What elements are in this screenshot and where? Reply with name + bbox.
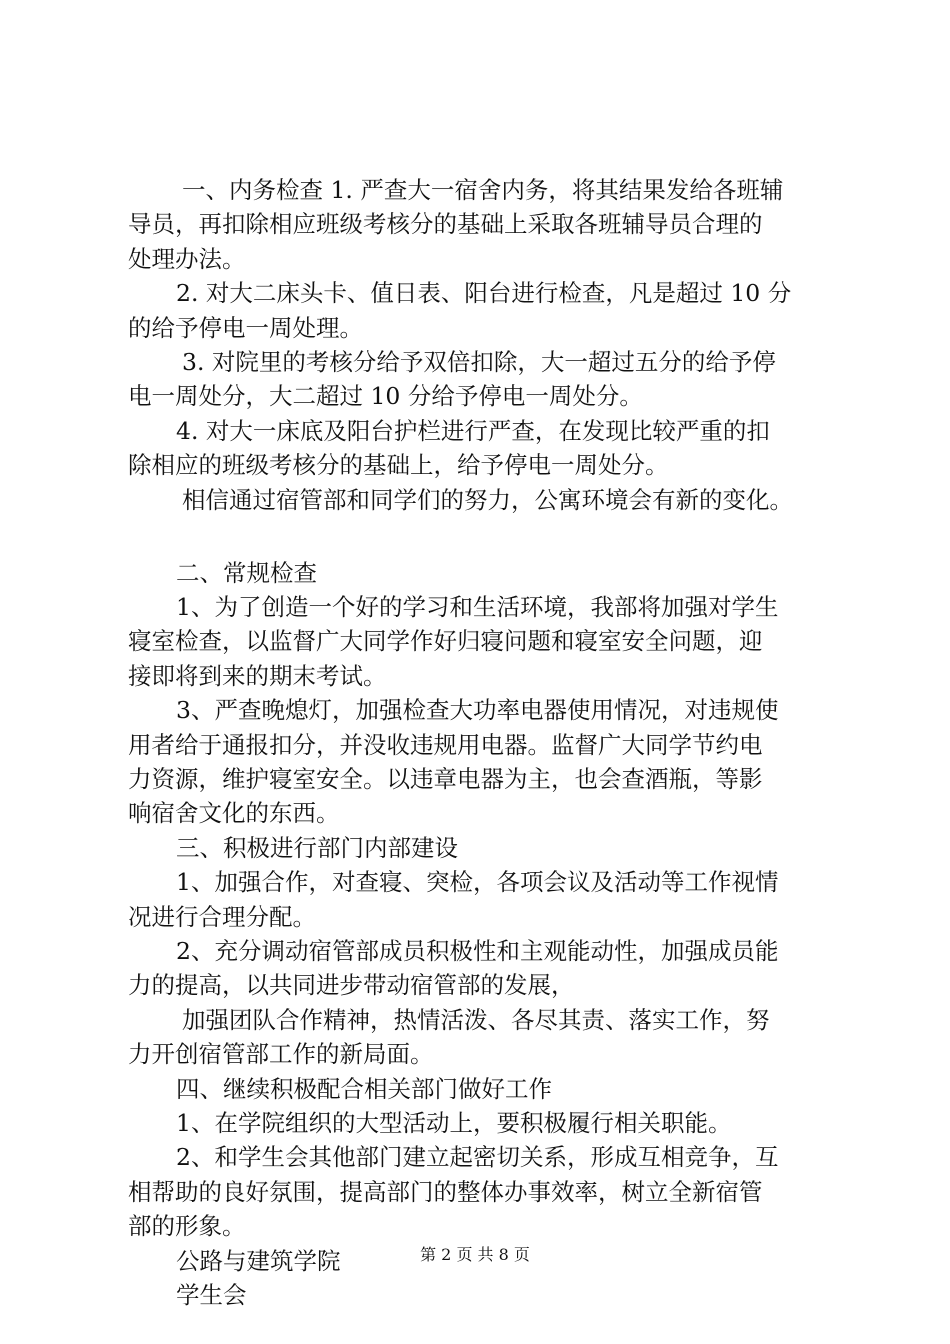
paragraph-line xyxy=(128,1177,840,1207)
paragraph-line xyxy=(128,970,840,1000)
line-text: 1、为了创造一个好的学习和生活环境，我部将加强对学生 xyxy=(176,593,779,622)
signature-line xyxy=(128,1280,840,1310)
paragraph-line xyxy=(128,313,840,343)
line-text: 相信通过宿管部和同学们的努力，公寓环境会有新的变化。 xyxy=(182,485,793,514)
line-text: 的给予停电一周处理。 xyxy=(128,313,363,342)
line-text: 加强团队合作精神，热情活泼、各尽其责、落实工作，努 xyxy=(182,1005,770,1034)
paragraph-line xyxy=(128,1039,840,1069)
paragraph-line xyxy=(128,175,840,205)
paragraph-line xyxy=(128,450,840,480)
paragraph-line xyxy=(128,1142,840,1172)
line-text: 处理办法。 xyxy=(128,244,246,273)
paragraph-line xyxy=(128,1005,840,1035)
paragraph-line xyxy=(128,592,840,622)
line-text: 用者给于通报扣分，并没收违规用电器。监督广大同学节约电 xyxy=(128,730,763,759)
line-text: 导员，再扣除相应班级考核分的基础上采取各班辅导员合理的 xyxy=(128,210,763,239)
paragraph-line xyxy=(128,209,840,239)
paragraph-line xyxy=(128,730,840,760)
line-text: 2. 对大二床头卡、值日表、阳台进行检查，凡是超过 10 分 xyxy=(176,279,792,308)
section-heading xyxy=(128,1074,840,1104)
signature-text: 公路与建筑学院 xyxy=(176,1246,341,1275)
section-heading xyxy=(128,558,840,588)
paragraph-line xyxy=(128,902,840,932)
heading-text: 四、继续积极配合相关部门做好工作 xyxy=(176,1074,552,1103)
line-text: 除相应的班级考核分的基础上，给予停电一周处分。 xyxy=(128,451,669,480)
paragraph-line xyxy=(128,1211,840,1241)
paragraph-line xyxy=(128,244,840,274)
paragraph-line xyxy=(128,381,840,411)
paragraph-line xyxy=(128,661,840,691)
line-text: 况进行合理分配。 xyxy=(128,902,316,931)
paragraph-line xyxy=(128,485,840,515)
document-body xyxy=(128,175,840,1314)
paragraph-line xyxy=(128,278,840,308)
line-text: 力开创宿管部工作的新局面。 xyxy=(128,1040,434,1069)
section-heading xyxy=(128,833,840,863)
paragraph-line xyxy=(128,764,840,794)
line-text: 部的形象。 xyxy=(128,1212,246,1241)
line-text: 寝室检查，以监督广大同学作好归寝问题和寝室安全问题，迎 xyxy=(128,627,763,656)
line-text: 3、严查晚熄灯，加强检查大功率电器使用情况，对违规使 xyxy=(176,696,779,725)
line-text: 力资源，维护寝室安全。以违章电器为主，也会查酒瓶，等影 xyxy=(128,765,763,794)
paragraph-line xyxy=(128,695,840,725)
line-text: 1、在学院组织的大型活动上，要积极履行相关职能。 xyxy=(176,1108,732,1137)
heading-text: 二、常规检查 xyxy=(176,558,317,587)
line-text: 相帮助的良好氛围，提高部门的整体办事效率，树立全新宿管 xyxy=(128,1177,763,1206)
paragraph-line xyxy=(128,416,840,446)
heading-text: 三、积极进行部门内部建设 xyxy=(176,833,458,862)
line-text: 2、充分调动宿管部成员积极性和主观能动性，加强成员能 xyxy=(176,936,779,965)
paragraph-line xyxy=(128,626,840,656)
page-number-footer: 第 2 页 共 8 页 xyxy=(420,1245,530,1264)
line-text: 力的提高，以共同进步带动宿管部的发展， xyxy=(128,971,575,1000)
line-text: 接即将到来的期末考试。 xyxy=(128,661,387,690)
line-text: 响宿舍文化的东西。 xyxy=(128,799,340,828)
line-text: 4. 对大一床底及阳台护栏进行严查，在发现比较严重的扣 xyxy=(176,416,770,445)
line-text: 电一周处分，大二超过 10 分给予停电一周处分。 xyxy=(128,382,643,411)
blank-line xyxy=(128,519,840,553)
paragraph-line xyxy=(128,347,840,377)
signature-text: 学生会 xyxy=(176,1280,247,1309)
line-text: 一、内务检查 1. 严查大一宿舍内务，将其结果发给各班辅 xyxy=(182,176,784,204)
paragraph-line xyxy=(128,1108,840,1138)
paragraph-line xyxy=(128,798,840,828)
paragraph-line xyxy=(128,867,840,897)
line-text: 3. 对院里的考核分给予双倍扣除，大一超过五分的给予停 xyxy=(182,347,776,376)
line-text: 2、和学生会其他部门建立起密切关系，形成互相竞争，互 xyxy=(176,1143,779,1172)
paragraph-line xyxy=(128,936,840,966)
line-text: 1、加强合作，对查寝、突检，各项会议及活动等工作视情 xyxy=(176,868,779,897)
